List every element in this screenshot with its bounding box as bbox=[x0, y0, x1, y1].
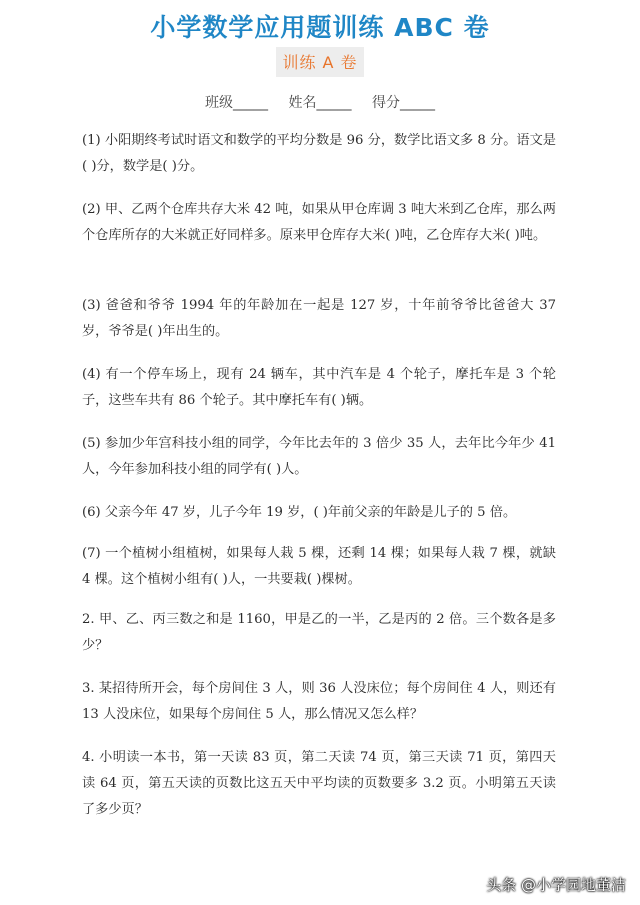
class-field: 班级_____ bbox=[205, 95, 269, 111]
question-3: 3. 某招待所开会，每个房间住 3 人，则 36 人没床位；每个房间住 4 人，则还有 13 人没床位，如果每个房间住 5 人，那么情况又怎么样？ bbox=[82, 681, 556, 722]
question-1-1: (1) 小阳期终考试时语文和数学的平均分数是 96 分，数学比语文多 8 分。语文是( )分，数学是( )分。 bbox=[82, 133, 556, 174]
score-field: 得分_____ bbox=[371, 95, 435, 111]
name-field: 姓名_____ bbox=[288, 95, 352, 111]
question-1-2: (2) 甲、乙两个仓库共存大米 42 吨，如果从甲仓库调 3 吨大米到乙仓库，那么两个仓库所存的大米就正好同样多。原来甲仓库存大米( )吨，乙仓库存大米( )吨。 bbox=[82, 202, 556, 243]
page-title: 小学数学应用题训练 ABC 卷 bbox=[150, 13, 490, 42]
question-1-3: (3) 爸爸和爷爷 1994 年的年龄加在一起是 127 岁，十年前爷爷比爸爸大 37 岁，爷爷是( )年出生的。 bbox=[82, 298, 556, 339]
question-1-6: (6) 父亲今年 47 岁，儿子今年 19 岁，( )年前父亲的年龄是儿子的 5 倍。 bbox=[82, 505, 517, 520]
question-1-7: (7) 一个植树小组植树，如果每人栽 5 棵，还剩 14 棵；如果每人栽 7 棵，就缺 4 棵。这个植树小组有( )人，一共要栽( )棵树。 bbox=[82, 546, 556, 587]
question-4: 4. 小明读一本书，第一天读 83 页，第二天读 74 页，第三天读 71 页，第四天读 64 页，第五天读的页数比这五天中平均读的页数要多 3.2 页。小明第五天读了多少页？ bbox=[82, 750, 556, 817]
question-2: 2. 甲、乙、丙三数之和是 1160，甲是乙的一半，乙是丙的 2 倍。三个数各是多少？ bbox=[82, 612, 556, 653]
question-1-5: (5) 参加少年宫科技小组的同学，今年比去年的 3 倍少 35 人，去年比今年少 41 人，今年参加科技小组的同学有( )人。 bbox=[82, 436, 556, 477]
paper-subtitle: 训练 A 卷 bbox=[276, 47, 363, 77]
watermark: 头条 @小学园地董洁 bbox=[486, 876, 626, 894]
question-1-4: (4) 有一个停车场上，现有 24 辆车，其中汽车是 4 个轮子，摩托车是 3 个轮子，这些车共有 86 个轮子。其中摩托车有( )辆。 bbox=[82, 367, 556, 408]
student-info bbox=[0, 92, 640, 112]
